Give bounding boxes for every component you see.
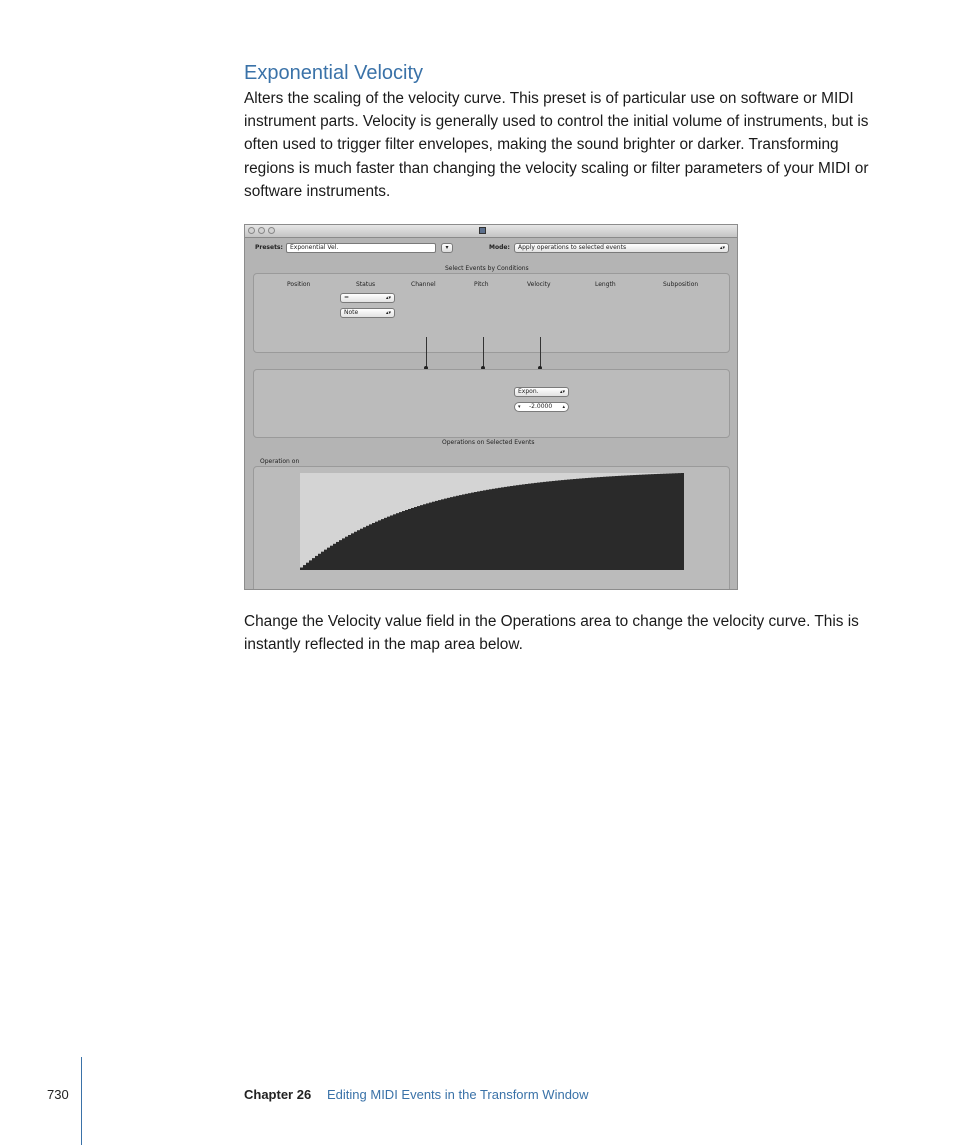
map-bar: [444, 499, 447, 570]
map-bar: [378, 520, 381, 570]
map-bar: [381, 519, 384, 570]
mode-popup-value: Apply operations to selected events: [518, 244, 627, 251]
map-bar: [486, 490, 489, 570]
map-bar: [480, 491, 483, 570]
select-events-title: Select Events by Conditions: [445, 265, 529, 272]
status-value: Note: [344, 309, 359, 316]
column-position: Position: [287, 281, 311, 288]
map-bar: [591, 478, 594, 570]
map-bar: [354, 532, 357, 570]
map-bar: [537, 483, 540, 570]
map-bar: [552, 481, 555, 570]
map-bar: [393, 514, 396, 570]
map-bar: [540, 482, 543, 570]
map-bar: [639, 475, 642, 570]
map-bar: [465, 494, 468, 570]
map-bar: [522, 484, 525, 570]
map-bar: [579, 479, 582, 570]
increment-arrow-icon[interactable]: ▴: [562, 404, 565, 410]
map-bar: [426, 503, 429, 570]
zoom-button-icon[interactable]: [268, 227, 275, 234]
map-bar: [375, 522, 378, 570]
presets-menu-button[interactable]: [441, 243, 453, 253]
map-bar: [510, 486, 513, 570]
map-bar: [336, 542, 339, 570]
map-bar: [477, 491, 480, 570]
map-bar: [342, 538, 345, 570]
presets-label: Presets:: [255, 244, 283, 251]
explanation-paragraph: Change the Velocity value field in the Operations area to change the velocity curve. This is instantly reflected in the map area below.: [244, 613, 859, 654]
window-proxy-icon: [479, 227, 486, 234]
map-bar: [519, 485, 522, 570]
map-bar: [453, 496, 456, 570]
map-bar: [543, 482, 546, 570]
map-bar: [654, 474, 657, 570]
map-bar: [492, 489, 495, 570]
map-bar: [414, 507, 417, 570]
map-bar: [666, 474, 669, 570]
map-bar: [471, 493, 474, 570]
updown-arrows-icon: ▴▾: [385, 310, 391, 316]
map-bar: [564, 480, 567, 570]
map-bar: [651, 474, 654, 570]
map-bar: [489, 489, 492, 570]
map-bar: [627, 475, 630, 570]
map-bar: [369, 524, 372, 570]
map-bar: [417, 506, 420, 570]
map-bar: [549, 481, 552, 570]
map-bar: [372, 523, 375, 570]
map-bar: [630, 475, 633, 570]
column-channel: Channel: [411, 281, 436, 288]
map-bar: [645, 474, 648, 570]
map-bar: [633, 475, 636, 570]
map-bar: [600, 477, 603, 570]
velocity-value[interactable]: -2.0000: [529, 403, 553, 410]
map-bar: [474, 492, 477, 570]
map-bar: [648, 474, 651, 570]
map-bar: [327, 548, 330, 570]
map-bar: [567, 480, 570, 570]
map-bar: [315, 556, 318, 570]
velocity-map-chart[interactable]: [300, 473, 684, 570]
map-bar: [573, 479, 576, 570]
mode-popup[interactable]: [514, 243, 729, 253]
map-bar: [663, 474, 666, 570]
mode-label: Mode:: [489, 244, 510, 251]
map-bar: [504, 487, 507, 570]
map-bar: [390, 515, 393, 570]
map-bar: [435, 501, 438, 570]
map-bar: [306, 563, 309, 570]
presets-field[interactable]: Exponential Vel.: [286, 243, 436, 253]
column-pitch: Pitch: [474, 281, 489, 288]
map-bar: [348, 535, 351, 570]
map-bar: [618, 476, 621, 570]
updown-arrows-icon: ▴▾: [719, 245, 725, 251]
map-bar: [594, 477, 597, 570]
map-bar: [495, 488, 498, 570]
map-bar: [534, 483, 537, 570]
map-bar: [330, 546, 333, 570]
map-bar: [300, 568, 303, 571]
velocity-operation-value: Expon.: [518, 388, 539, 395]
map-bar: [321, 552, 324, 570]
updown-arrows-icon: ▴▾: [559, 389, 565, 395]
map-bar: [642, 475, 645, 570]
velocity-operation-popup[interactable]: [514, 387, 569, 397]
map-bar: [387, 517, 390, 570]
operations-title: Operations on Selected Events: [442, 439, 535, 446]
chevron-down-icon: ▾: [445, 244, 449, 251]
updown-arrows-icon: ▴▾: [385, 295, 391, 301]
map-bar: [513, 486, 516, 570]
column-subposition: Subposition: [663, 281, 699, 288]
map-bar: [411, 508, 414, 570]
intro-paragraph: Alters the scaling of the velocity curve. This preset is of particular use on software or MIDI instrument parts. Velocity is generally used to control the initial volume of instruments, but is often used to trigger filter envelopes, making the sound brighter or darker. Transforming regions is much faster than changing the velocity scaling or filter parameters of your MIDI or software instruments.: [244, 90, 869, 200]
map-bar: [459, 495, 462, 570]
column-velocity: Velocity: [527, 281, 551, 288]
map-bar: [402, 511, 405, 570]
footer-divider-line: [81, 1057, 82, 1145]
map-bar: [678, 473, 681, 570]
map-bar: [396, 513, 399, 570]
operations-panel: [253, 369, 730, 438]
map-bar: [324, 550, 327, 570]
map-bar: [351, 533, 354, 570]
map-bar: [516, 485, 519, 570]
map-bar: [675, 473, 678, 570]
status-condition-popup[interactable]: [340, 293, 395, 303]
map-bar: [450, 497, 453, 570]
map-bar: [657, 474, 660, 570]
map-bar: [621, 476, 624, 570]
map-bar: [309, 560, 312, 570]
map-bar: [576, 479, 579, 570]
map-bar: [582, 478, 585, 570]
conditions-panel: [253, 273, 730, 353]
map-bar: [462, 494, 465, 570]
map-bar: [597, 477, 600, 570]
map-bar: [432, 502, 435, 570]
map-bar: [624, 476, 627, 570]
map-bar: [570, 479, 573, 570]
map-bar: [357, 530, 360, 570]
map-bar: [669, 473, 672, 570]
window-titlebar: [245, 225, 737, 238]
map-bar: [366, 526, 369, 570]
status-value-popup[interactable]: [340, 308, 395, 318]
chapter-title: Editing MIDI Events in the Transform Window: [327, 1087, 589, 1102]
map-bar: [546, 482, 549, 570]
map-bar: [360, 529, 363, 570]
map-bar: [318, 554, 321, 570]
map-bar: [312, 558, 315, 570]
map-bar: [405, 510, 408, 570]
velocity-value-stepper[interactable]: [514, 402, 569, 412]
map-bar: [456, 496, 459, 570]
map-bar: [672, 473, 675, 570]
map-bar: [420, 505, 423, 570]
column-length: Length: [595, 281, 616, 288]
map-bar: [303, 565, 306, 570]
map-bar: [441, 499, 444, 570]
map-bar: [498, 488, 501, 570]
close-button-icon[interactable]: [248, 227, 255, 234]
map-bar: [525, 484, 528, 570]
map-bar: [483, 490, 486, 570]
map-bar: [555, 481, 558, 570]
map-bar: [612, 476, 615, 570]
map-bar: [399, 512, 402, 570]
page-number: 730: [47, 1087, 69, 1102]
column-status: Status: [356, 281, 376, 288]
map-bar: [561, 480, 564, 570]
map-bar: [528, 484, 531, 570]
decrement-arrow-icon[interactable]: ▾: [518, 404, 521, 410]
section-heading: Exponential Velocity: [244, 62, 424, 84]
map-bar: [408, 509, 411, 570]
map-bar: [333, 544, 336, 570]
map-bar: [615, 476, 618, 570]
map-bar: [558, 480, 561, 570]
map-bar: [363, 527, 366, 570]
map-bar: [345, 537, 348, 570]
map-bar: [501, 487, 504, 570]
map-bar: [384, 518, 387, 570]
map-bar: [660, 474, 663, 570]
map-bar: [585, 478, 588, 570]
map-bar: [609, 476, 612, 570]
transform-window-screenshot: [244, 224, 738, 590]
status-condition-value: =: [344, 294, 350, 301]
map-bar: [423, 504, 426, 570]
map-bar: [681, 473, 684, 570]
map-bar: [588, 478, 591, 570]
map-bar: [531, 483, 534, 570]
map-bar: [606, 477, 609, 570]
map-label: Operation on: [260, 458, 300, 465]
map-bar: [468, 493, 471, 570]
chapter-label: Chapter 26: [244, 1087, 312, 1102]
map-bar: [447, 498, 450, 570]
map-bar: [507, 486, 510, 570]
map-bar: [603, 477, 606, 570]
map-bar: [636, 475, 639, 570]
map-bar: [339, 540, 342, 570]
map-bar: [438, 500, 441, 570]
minimize-button-icon[interactable]: [258, 227, 265, 234]
map-bar: [429, 503, 432, 570]
